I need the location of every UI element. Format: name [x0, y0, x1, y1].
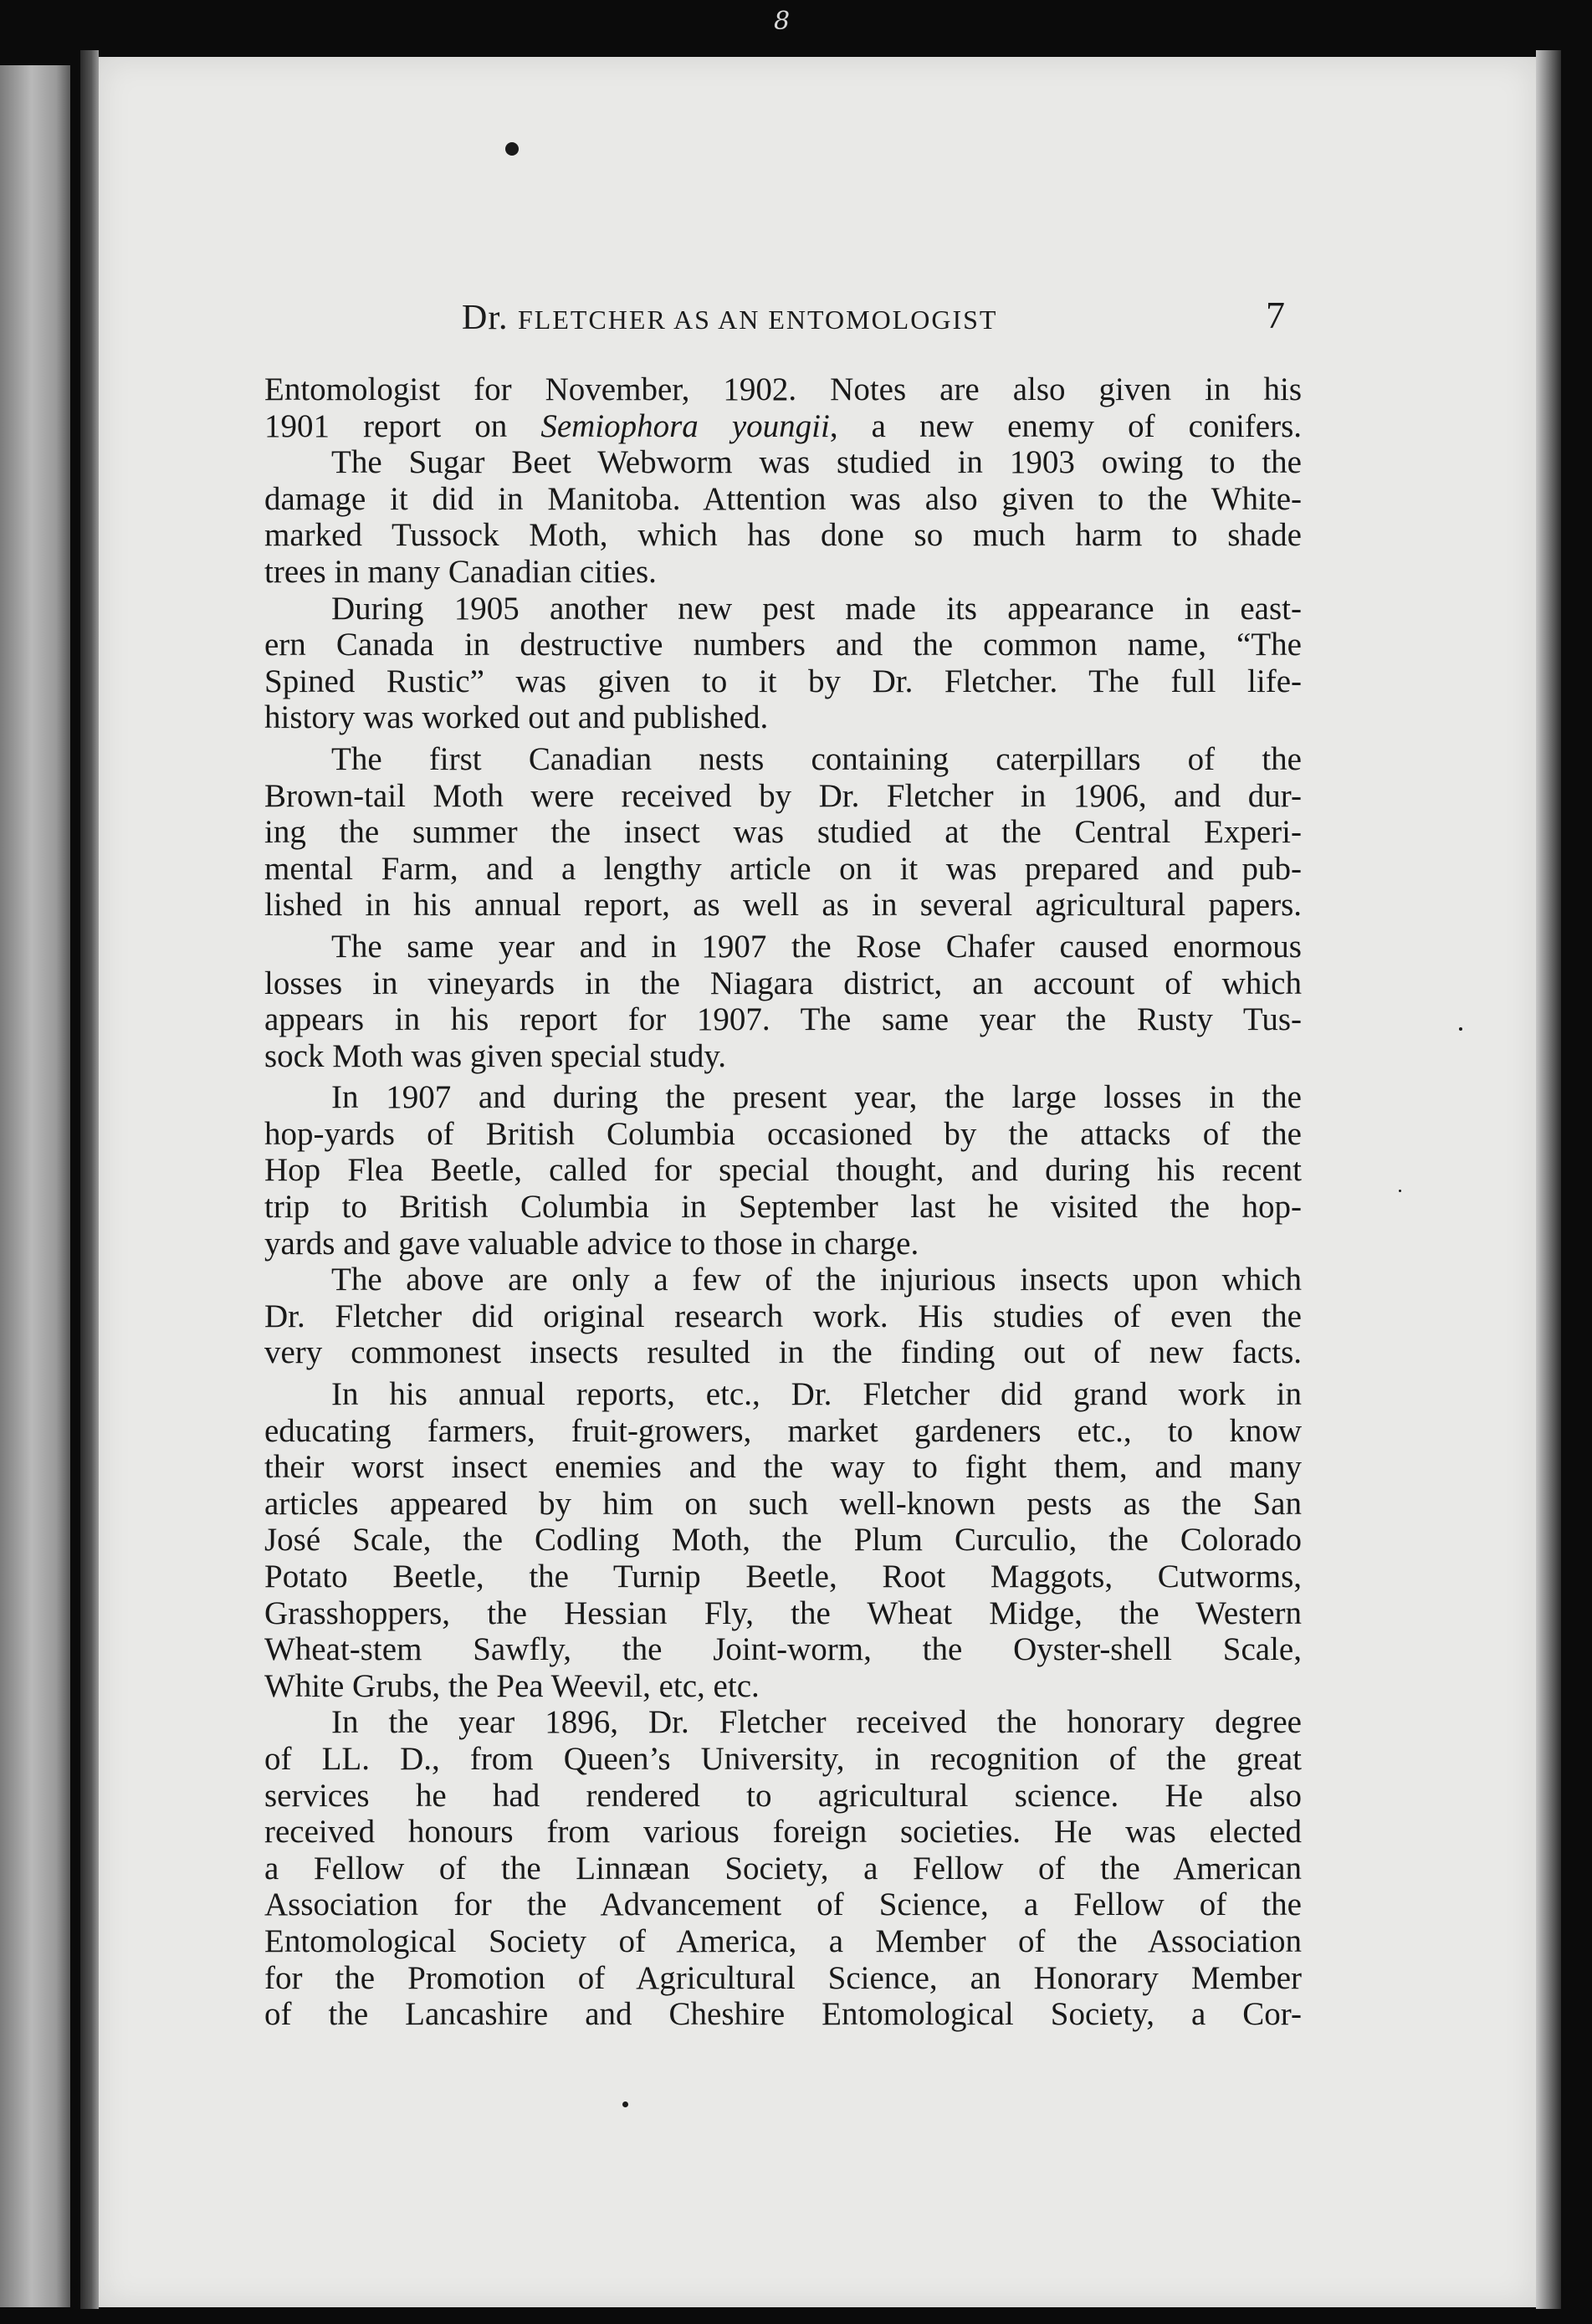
right-page-edge — [1536, 50, 1561, 2309]
text-line: ern Canada in destructive numbers and the common name, “The — [264, 627, 1302, 663]
text-line: Dr. Fletcher did original research work. His studies of even the — [264, 1298, 1302, 1334]
text-line: José Scale, the Codling Moth, the Plum Curculio, the Colorado — [264, 1522, 1302, 1559]
text-line: Brown-tail Moth were received by Dr. Fletcher in 1906, and dur- — [264, 777, 1302, 814]
text-line: damage it did in Manitoba. Attention was also given to the White- — [264, 480, 1302, 517]
text-line: very commonest insects resulted in the finding out of new facts. — [264, 1334, 1302, 1371]
running-title-prefix: Dr. — [462, 299, 518, 337]
text-line: losses in vineyards in the Niagara district, an account of which — [264, 965, 1302, 1001]
text-line: Potato Beetle, the Turnip Beetle, Root Maggots, Cutworms, — [264, 1559, 1302, 1595]
text-line: marked Tussock Moth, which has done so much harm to shade — [264, 517, 1302, 554]
running-title-rest: FLETCHER AS AN ENTOMOLOGIST — [518, 305, 998, 335]
text-line: The same year and in 1907 the Rose Chafer caused enormous — [331, 928, 1302, 965]
text-line: Grasshoppers, the Hessian Fly, the Wheat Midge, the Western — [264, 1595, 1302, 1631]
running-title — [462, 298, 997, 338]
text-line: of LL. D., from Queen’s University, in recognition of the great — [264, 1740, 1302, 1777]
page-number: 7 — [1266, 294, 1285, 336]
species-name: Semiophora youngii — [540, 407, 830, 444]
text-line: their worst insect enemies and the way to fight them, and many — [264, 1449, 1302, 1486]
text-line: In the year 1896, Dr. Fletcher received the honorary degree — [331, 1704, 1302, 1741]
body-text — [264, 371, 1302, 2033]
text-line: White Grubs, the Pea Weevil, etc, etc. — [264, 1667, 760, 1704]
text-line: a Fellow of the Linnæan Society, a Fellow of the American — [264, 1850, 1302, 1886]
ink-speck — [1459, 1027, 1462, 1031]
text-line: hop-yards of British Columbia occasioned by the attacks of the — [264, 1115, 1302, 1152]
text-line: Wheat-stem Sawfly, the Joint-worm, the Oyster-shell Scale, — [264, 1631, 1302, 1668]
text-line: appears in his report for 1907. The same year the Rusty Tus- — [264, 1001, 1302, 1038]
left-page-edge — [80, 50, 99, 2309]
text-line: Hop Flea Beetle, called for special thought, and during his recent — [264, 1152, 1302, 1189]
text-line: mental Farm, and a lengthy article on it was prepared and pub- — [264, 850, 1302, 887]
text-line — [264, 408, 1302, 445]
ink-dot — [505, 142, 519, 156]
text-line: services he had rendered to agricultural science. He also — [264, 1777, 1302, 1814]
text-line: The above are only a few of the injurious insects upon which — [331, 1262, 1302, 1298]
text-line: Association for the Advancement of Science, a Fellow of the — [264, 1886, 1302, 1923]
text-line: In 1907 and during the present year, the large losses in the — [331, 1079, 1302, 1116]
text-line: During 1905 another new pest made its appearance in east- — [331, 590, 1302, 627]
text-line: educating farmers, fruit-growers, market gardeners etc., to know — [264, 1412, 1302, 1449]
text-line: Spined Rustic” was given to it by Dr. Fletcher. The full life- — [264, 663, 1302, 699]
text-line: sock Moth was given special study. — [264, 1037, 727, 1074]
text-fragment: 1901 report on — [264, 407, 508, 444]
text-line: In his annual reports, etc., Dr. Fletcher did grand work in — [331, 1376, 1302, 1413]
text-line: The Sugar Beet Webworm was studied in 1903 owing to the — [331, 444, 1302, 481]
text-line: Entomological Society of America, a Member of the Association — [264, 1922, 1302, 1959]
ink-speck — [1399, 1190, 1401, 1192]
text-line: history was worked out and published. — [264, 699, 769, 736]
text-line: lished in his annual report, as well as in several agricultural papers. — [264, 887, 1302, 924]
text-line: The first Canadian nests containing caterpillars of the — [331, 740, 1302, 777]
text-line: Entomologist for November, 1902. Notes are also given in his — [264, 371, 1302, 407]
top-mark: 8 — [774, 7, 791, 36]
text-fragment: , a new enemy of conifers. — [829, 407, 1302, 444]
text-line: yards and gave valuable advice to those in charge. — [264, 1225, 919, 1262]
ink-dot-small — [622, 2101, 628, 2107]
text-line: ing the summer the insect was studied at the Central Experi- — [264, 814, 1302, 851]
text-line: for the Promotion of Agricultural Science, an Honorary Member — [264, 1959, 1302, 1996]
text-line: received honours from various foreign societies. He was elected — [264, 1814, 1302, 1850]
text-line: trees in many Canadian cities. — [264, 553, 657, 590]
left-page-sliver — [0, 65, 70, 2307]
text-line: of the Lancashire and Cheshire Entomological Society, a Cor- — [264, 1996, 1302, 2033]
text-line: articles appeared by him on such well-known pests as the San — [264, 1485, 1302, 1522]
text-line: trip to British Columbia in September last he visited the hop- — [264, 1189, 1302, 1226]
